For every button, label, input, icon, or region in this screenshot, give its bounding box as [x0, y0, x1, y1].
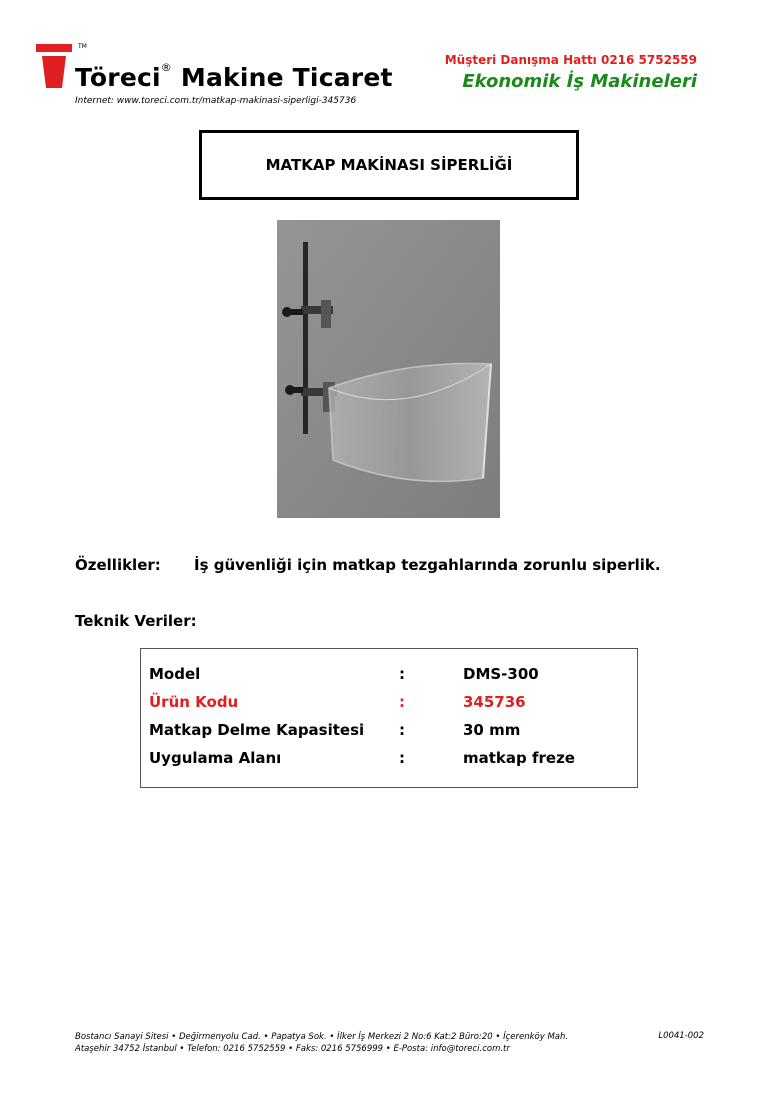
- spec-key: Matkap Delme Kapasitesi: [149, 721, 365, 739]
- spec-row-model: [141, 665, 637, 689]
- features-text: İş güvenliği için matkap tezgahlarında zorunlu siperlik.: [194, 556, 661, 574]
- spec-table: [140, 648, 638, 788]
- footer-line-1: Bostancı Sanayi Sitesi • Değirmenyolu Cad. • Papatya Sok. • İlker İş Merkezi 2 No:6 Kat:2 Büro:20 • İçerenköy Mah.: [75, 1032, 569, 1042]
- footer-address: [75, 1031, 568, 1055]
- spec-value: 30 mm: [463, 721, 521, 739]
- product-title: MATKAP MAKİNASI SİPERLİĞİ: [265, 156, 513, 174]
- features-label: Özellikler:: [75, 556, 161, 574]
- spec-value: DMS-300: [463, 665, 539, 683]
- spec-colon: :: [399, 749, 405, 767]
- spec-value: 345736: [463, 693, 526, 711]
- trademark-mark: TM: [78, 43, 87, 50]
- product-url: Internet: www.toreci.com.tr/matkap-makinasi-siperligi-345736: [75, 96, 357, 106]
- spec-key: Model: [149, 665, 201, 683]
- spec-colon: :: [399, 665, 405, 683]
- spec-row-application: [141, 749, 637, 773]
- product-title-box: [199, 130, 579, 200]
- company-name: Töreci® Makine Ticaret: [75, 61, 393, 92]
- footer-line-2: Ataşehir 34752 İstanbul • Telefon: 0216 5752559 • Faks: 0216 5756999 • E-Posta: info@toreci.com.tr: [75, 1044, 510, 1054]
- spec-key: Ürün Kodu: [149, 693, 239, 711]
- document-id: L0041-002: [658, 1031, 704, 1041]
- spec-row-product-code: [141, 693, 637, 717]
- spec-value: matkap freze: [463, 749, 575, 767]
- spec-colon: :: [399, 693, 405, 711]
- spec-key: Uygulama Alanı: [149, 749, 282, 767]
- product-photo: [277, 220, 500, 518]
- toreci-logo-icon: [36, 44, 72, 88]
- customer-hotline: Müşteri Danışma Hattı 0216 5752559: [444, 53, 697, 67]
- company-slogan: Ekonomik İş Makineleri: [462, 71, 697, 92]
- technical-data-label: Teknik Veriler:: [75, 612, 197, 630]
- spec-colon: :: [399, 721, 405, 739]
- spec-row-capacity: [141, 721, 637, 745]
